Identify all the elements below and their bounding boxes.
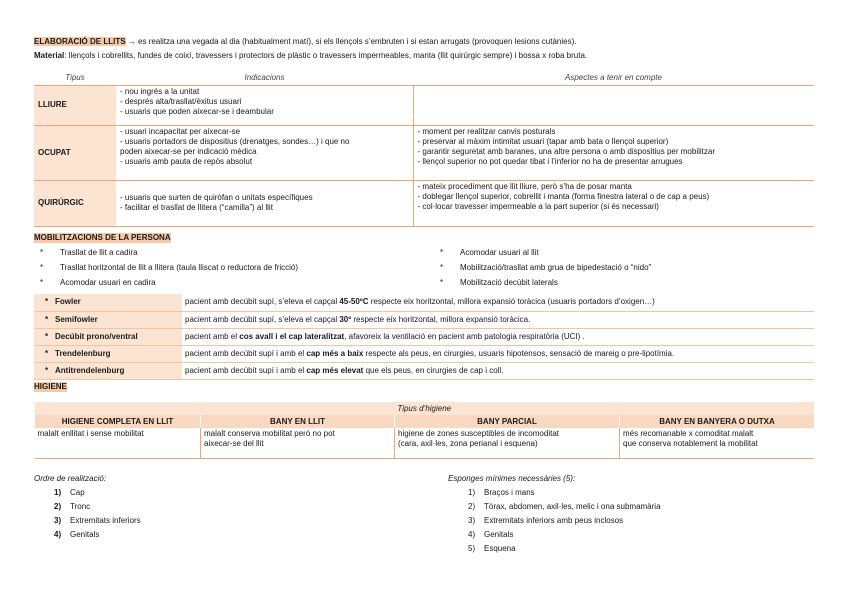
list-item-text: Acomodar usuari al llit xyxy=(460,248,539,257)
table-row xyxy=(34,180,814,226)
list-item xyxy=(34,502,414,516)
cell-line: més recomanable x comoditat malalt xyxy=(623,429,754,438)
table-cell xyxy=(395,428,620,458)
list-item-text: Trasllat horitzontal de llit a llitera (taula lliscat o reductora de fricció) xyxy=(60,263,299,272)
list-item xyxy=(40,248,420,263)
table-header-row xyxy=(34,72,814,85)
position-name xyxy=(34,328,182,345)
section-title-higiene: HIGIENE xyxy=(34,382,67,391)
item-text: Cap xyxy=(70,488,85,497)
list-item xyxy=(34,488,414,502)
table-row xyxy=(34,294,814,311)
item-number: 1) xyxy=(468,488,476,497)
row-indications xyxy=(116,125,413,180)
cell-line: poden aixecar-se per indicació mèdica xyxy=(120,146,257,156)
sponges-title: Esponges mínimes necessàries (5): xyxy=(448,474,576,483)
table-caption: Tipus d’higiene xyxy=(35,402,815,415)
list-item xyxy=(34,516,414,530)
table-row xyxy=(34,125,814,180)
cell-line: - preservar al màxim intimitat usuari (tapar amb bata o llençol superior) xyxy=(417,136,669,146)
material-text: : llençols i cobrellits, fundes de coixí, travessers i protectors de plàstic o travessers impermeables, manta (llit quirúrgic sempre) i bossa x roba bruta. xyxy=(64,51,588,60)
header-indicacions: Indicacions xyxy=(116,72,413,85)
cell-line: - usuaris amb pauta de repòs absolut xyxy=(120,156,253,166)
section-title-mobilitzacions: MOBILITZACIONS DE LA PERSONA xyxy=(34,233,171,242)
item-text: Genitals xyxy=(484,530,514,539)
desc-emphasis: cap més a baix xyxy=(306,348,364,358)
list-item xyxy=(440,248,820,263)
list-item xyxy=(448,544,828,558)
item-text: Tronc xyxy=(70,502,91,511)
bullet-icon: * xyxy=(45,331,49,341)
list-item-text: Mobilització decúbit laterals xyxy=(460,278,558,287)
sponges-list xyxy=(448,474,828,558)
cell-line: - mateix procediment que llit lliure, però s’ha de posar manta xyxy=(417,181,632,191)
bullet-icon: * xyxy=(45,314,49,324)
cell-line: - facilitar el trasllat de llitera (“camilla”) al llit xyxy=(120,203,273,212)
column-header: BANY EN BANYERA O DUTXA xyxy=(620,415,815,428)
item-number: 2) xyxy=(54,502,62,511)
list-item xyxy=(448,488,828,502)
material-label: Material xyxy=(34,51,65,60)
cell-line: higiene de zones susceptibles de incomoditat xyxy=(398,429,559,438)
cell-line: - nou ingrés a la unitat xyxy=(120,86,200,96)
list-item xyxy=(440,278,820,293)
item-number: 2) xyxy=(468,502,476,511)
table-cell xyxy=(620,428,815,458)
item-number: 4) xyxy=(468,530,476,539)
desc-text: respecte eix horitzontal, millora expansió toràcica. xyxy=(351,314,531,324)
bed-types-table xyxy=(34,72,814,227)
cell-line: - usuari incapacitat per aixecar-se xyxy=(120,126,241,136)
position-label: Semifowler xyxy=(55,314,98,324)
position-desc xyxy=(182,328,814,345)
intro-text: es realitza una vegada al dia (habitualment matí), si els llençols s’embruten i si estan arrugats (provoquen lesions cutànies). xyxy=(135,37,577,46)
cell-line: - moment per realitzar canvis posturals xyxy=(417,126,556,136)
position-label: Decúbit prono/ventral xyxy=(55,331,138,341)
cell-line: malalt enllitat i sense mobilitat xyxy=(37,429,144,438)
bullet-icon: * xyxy=(440,278,444,287)
desc-text: respecte eix horitzontal, millora expansió toràcica (usuaris portadors d’oxigen…) xyxy=(368,297,655,307)
position-name xyxy=(34,311,182,328)
list-item-text: Acomodar usuari en cadira xyxy=(60,278,156,287)
item-text: Extremitats inferiors amb peus inclosos xyxy=(484,516,624,525)
position-desc xyxy=(182,362,814,379)
header-aspectes: Aspectes a tenir en compte xyxy=(413,72,814,85)
row-type: QUIRÚRGIC xyxy=(34,180,116,226)
list-item xyxy=(448,530,828,544)
cell-line: - usuaris que poden aixecar-se i deambular xyxy=(120,106,274,116)
position-name xyxy=(34,362,182,379)
intro-section xyxy=(34,37,824,65)
cell-line: malalt conserva mobilitat però no pot xyxy=(204,429,335,438)
cell-line: - llençol superior no pot quedar tibat i l’inferior no ha de presentar arrugues xyxy=(417,156,683,166)
item-text: Esquena xyxy=(484,544,516,553)
position-name xyxy=(34,345,182,362)
intro-line xyxy=(34,37,824,47)
item-text: Braços i mans xyxy=(484,488,535,497)
column-header: BANY EN LLIT xyxy=(201,415,395,428)
desc-text: pacient amb decúbit supí, s’eleva el capçal xyxy=(185,314,340,324)
row-type: OCUPAT xyxy=(34,125,116,180)
bullet-icon: * xyxy=(45,297,49,307)
bullet-icon: * xyxy=(40,263,44,272)
desc-emphasis: 30º xyxy=(339,314,352,324)
cell-line: que conserva notablement la mobilitat xyxy=(623,439,758,448)
bullet-icon: * xyxy=(440,263,444,272)
table-row xyxy=(34,328,814,345)
cell-line: aixecar-se del llit xyxy=(204,439,264,448)
desc-emphasis: 45-50ºC xyxy=(339,297,369,307)
cell-line: (cara, axil·les, zona perianal i esquena) xyxy=(398,439,538,448)
list-item xyxy=(440,263,820,278)
row-indications xyxy=(116,180,413,226)
bullet-icon: * xyxy=(45,348,49,358)
item-number: 3) xyxy=(54,516,62,525)
table-cell xyxy=(201,428,395,458)
material-line xyxy=(34,51,824,61)
position-desc xyxy=(182,294,814,311)
header-tipus: Tipus xyxy=(34,72,116,85)
bullet-icon: * xyxy=(40,278,44,287)
cell-line: - usuaris portadors de dispositius (drenatges, sondes…) i que no xyxy=(120,136,350,146)
bullet-icon: * xyxy=(40,248,44,257)
positions-table xyxy=(34,294,814,380)
row-indications xyxy=(116,85,413,125)
cell-line: - col·locar travesser impermeable a la part superior (si és necessari) xyxy=(417,201,659,211)
column-header: BANY PARCIAL xyxy=(395,415,620,428)
table-caption-row xyxy=(35,402,815,415)
table-row xyxy=(35,428,815,458)
position-desc xyxy=(182,345,814,362)
mobilization-list-left xyxy=(40,248,420,293)
item-number: 5) xyxy=(468,544,476,553)
position-label: Trendelenburg xyxy=(55,348,111,358)
list-item-text: Trasllat de llit a cadira xyxy=(60,248,138,257)
table-row xyxy=(34,311,814,328)
cell-line: - doblegar llençol superior, cobrellit i manta (forma finestra lateral o de cap a peus) xyxy=(417,191,710,201)
desc-text: pacient amb el xyxy=(185,331,240,341)
list-item xyxy=(448,516,828,530)
table-header-row xyxy=(35,415,815,428)
item-number: 3) xyxy=(468,516,476,525)
row-type: LLIURE xyxy=(34,85,116,125)
table-row xyxy=(34,362,814,379)
cell-line: - garantir seguretat amb baranes, una altre persona o amb dispositius per mobilitzar xyxy=(417,146,715,156)
list-item-text: Mobilització/trasllat amb grua de bipedestació o “nido” xyxy=(460,263,652,272)
desc-text: respecte als peus, en cirurgies, usuaris hipotensos, sensació de mareig o pre-lipotímia. xyxy=(363,348,675,358)
item-number: 1) xyxy=(54,488,62,497)
row-aspects xyxy=(413,125,814,180)
table-cell xyxy=(35,428,201,458)
cell-line: - usuaris que surten de quiròfan o unitats específiques xyxy=(120,193,313,202)
desc-text: pacient amb decúbit supí i amb el xyxy=(185,348,307,358)
column-header: HIGIENE COMPLETA EN LLIT xyxy=(35,415,201,428)
arrow-icon: → xyxy=(127,37,136,46)
list-item xyxy=(448,502,828,516)
desc-emphasis: cap més elevat xyxy=(306,365,364,375)
cell-line: - després alta/trasllat/èxitus usuari xyxy=(120,96,242,106)
list-item xyxy=(40,263,420,278)
order-title: Ordre de realització: xyxy=(34,474,107,483)
row-aspects xyxy=(413,85,814,125)
item-number: 4) xyxy=(54,530,62,539)
hygiene-table xyxy=(34,402,814,459)
item-text: Tòrax, abdomen, axil·les, melic i ona submamària xyxy=(484,502,661,511)
desc-text: que els peus, en cirurgies de cap i coll. xyxy=(363,365,504,375)
mobilization-list-right xyxy=(440,248,820,293)
bullet-icon: * xyxy=(440,248,444,257)
position-label: Antitrendelenburg xyxy=(55,365,125,375)
item-text: Genitals xyxy=(70,530,100,539)
section-title-elaboracio: ELABORACIÓ DE LLITS xyxy=(34,37,126,46)
table-row xyxy=(34,345,814,362)
desc-text: pacient amb decúbit supí i amb el xyxy=(185,365,307,375)
desc-text: pacient amb decúbit supí, s’eleva el capçal xyxy=(185,297,340,307)
row-aspects xyxy=(413,180,814,226)
position-label: Fowler xyxy=(55,297,81,307)
desc-text: , afavoreix la ventilació en pacient amb patologia respiratòria (UCI) . xyxy=(344,331,585,341)
position-name xyxy=(34,294,182,311)
list-item xyxy=(34,530,414,544)
position-desc xyxy=(182,311,814,328)
table-row xyxy=(34,85,814,125)
desc-emphasis: cos avall i el cap lateralitzat xyxy=(239,331,345,341)
order-list xyxy=(34,474,414,544)
item-text: Extremitats inferiors xyxy=(70,516,141,525)
list-item xyxy=(40,278,420,293)
bullet-icon: * xyxy=(45,365,49,375)
